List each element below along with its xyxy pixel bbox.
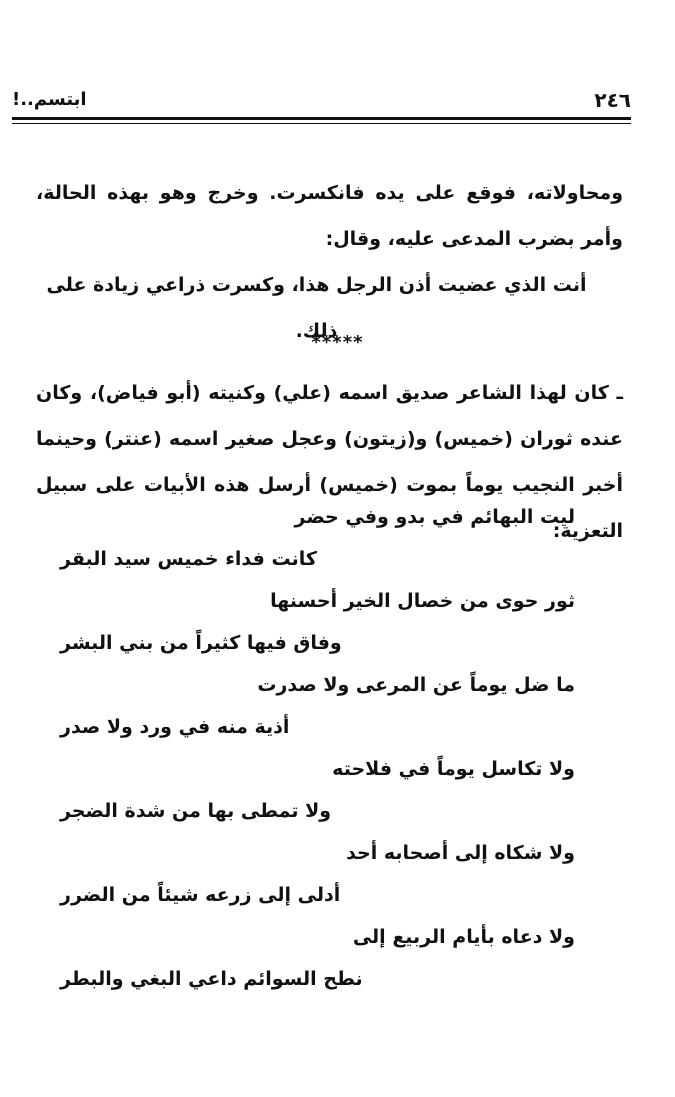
hemistich: أدلى إلى زرعه شيئاً من الضرر xyxy=(60,884,341,906)
hemistich: أذية منه في ورد ولا صدر xyxy=(60,716,290,738)
poem-line xyxy=(60,622,575,664)
hemistich: نطح السوائم داعي البغي والبطر xyxy=(60,968,363,990)
hemistich: ولا تكاسل يوماً في فلاحته xyxy=(332,758,575,780)
section-separator: ***** xyxy=(311,332,364,353)
poem-line xyxy=(60,580,575,622)
poem-line xyxy=(60,496,575,538)
poem-line xyxy=(60,538,575,580)
paragraph-2: أنت الذي عضيت أذن الرجل هذا، وكسرت ذراعي زيادة على ذلك. xyxy=(46,274,587,342)
hemistich: ولا شكاه إلى أصحابه أحد xyxy=(346,842,575,864)
paragraph-1: ومحاولاته، فوقع على يده فانكسرت. وخرج وهو بهذه الحالة، وأمر بضرب المدعى عليه، وقال: xyxy=(36,182,623,250)
hemistich: ثور حوى من خصال الخير أحسنها xyxy=(270,590,575,612)
header-rule-thick xyxy=(12,117,631,120)
poem-line xyxy=(60,916,575,958)
header-rule-thin xyxy=(12,123,631,124)
page-number: ٢٤٦ xyxy=(594,88,631,112)
poem-line xyxy=(60,748,575,790)
poem-line xyxy=(60,874,575,916)
hemistich: ولا دعاه بأيام الربيع إلى xyxy=(352,926,575,948)
hemistich: وفاق فيها كثيراً من بني البشر xyxy=(60,632,342,654)
poem-line xyxy=(60,706,575,748)
poem-line xyxy=(60,790,575,832)
hemistich: ليت البهائم في بدو وفي حضر xyxy=(294,506,575,528)
poem-line xyxy=(60,832,575,874)
poem-line xyxy=(60,958,575,1000)
poem xyxy=(60,496,575,1000)
book-title: ابتسم..! xyxy=(12,89,87,110)
poem-line xyxy=(60,664,575,706)
paragraph-3: ـ كان لهذا الشاعر صديق اسمه (علي) وكنيته (أبو فياض)، وكان عنده ثوران (خميس) و(زيتون) وعجل صغير اسمه (عنتر) وحينما أخبر النجيب يوماً بموت (خميس) أرسل هذه الأبيات على سبيل التعزية: xyxy=(36,382,623,542)
page-header xyxy=(12,88,631,118)
hemistich: كانت فداء خميس سيد البقر xyxy=(60,548,317,570)
hemistich: ولا تمطى بها من شدة الضجر xyxy=(60,800,332,822)
hemistich: ما ضل يوماً عن المرعى ولا صدرت xyxy=(257,674,575,696)
